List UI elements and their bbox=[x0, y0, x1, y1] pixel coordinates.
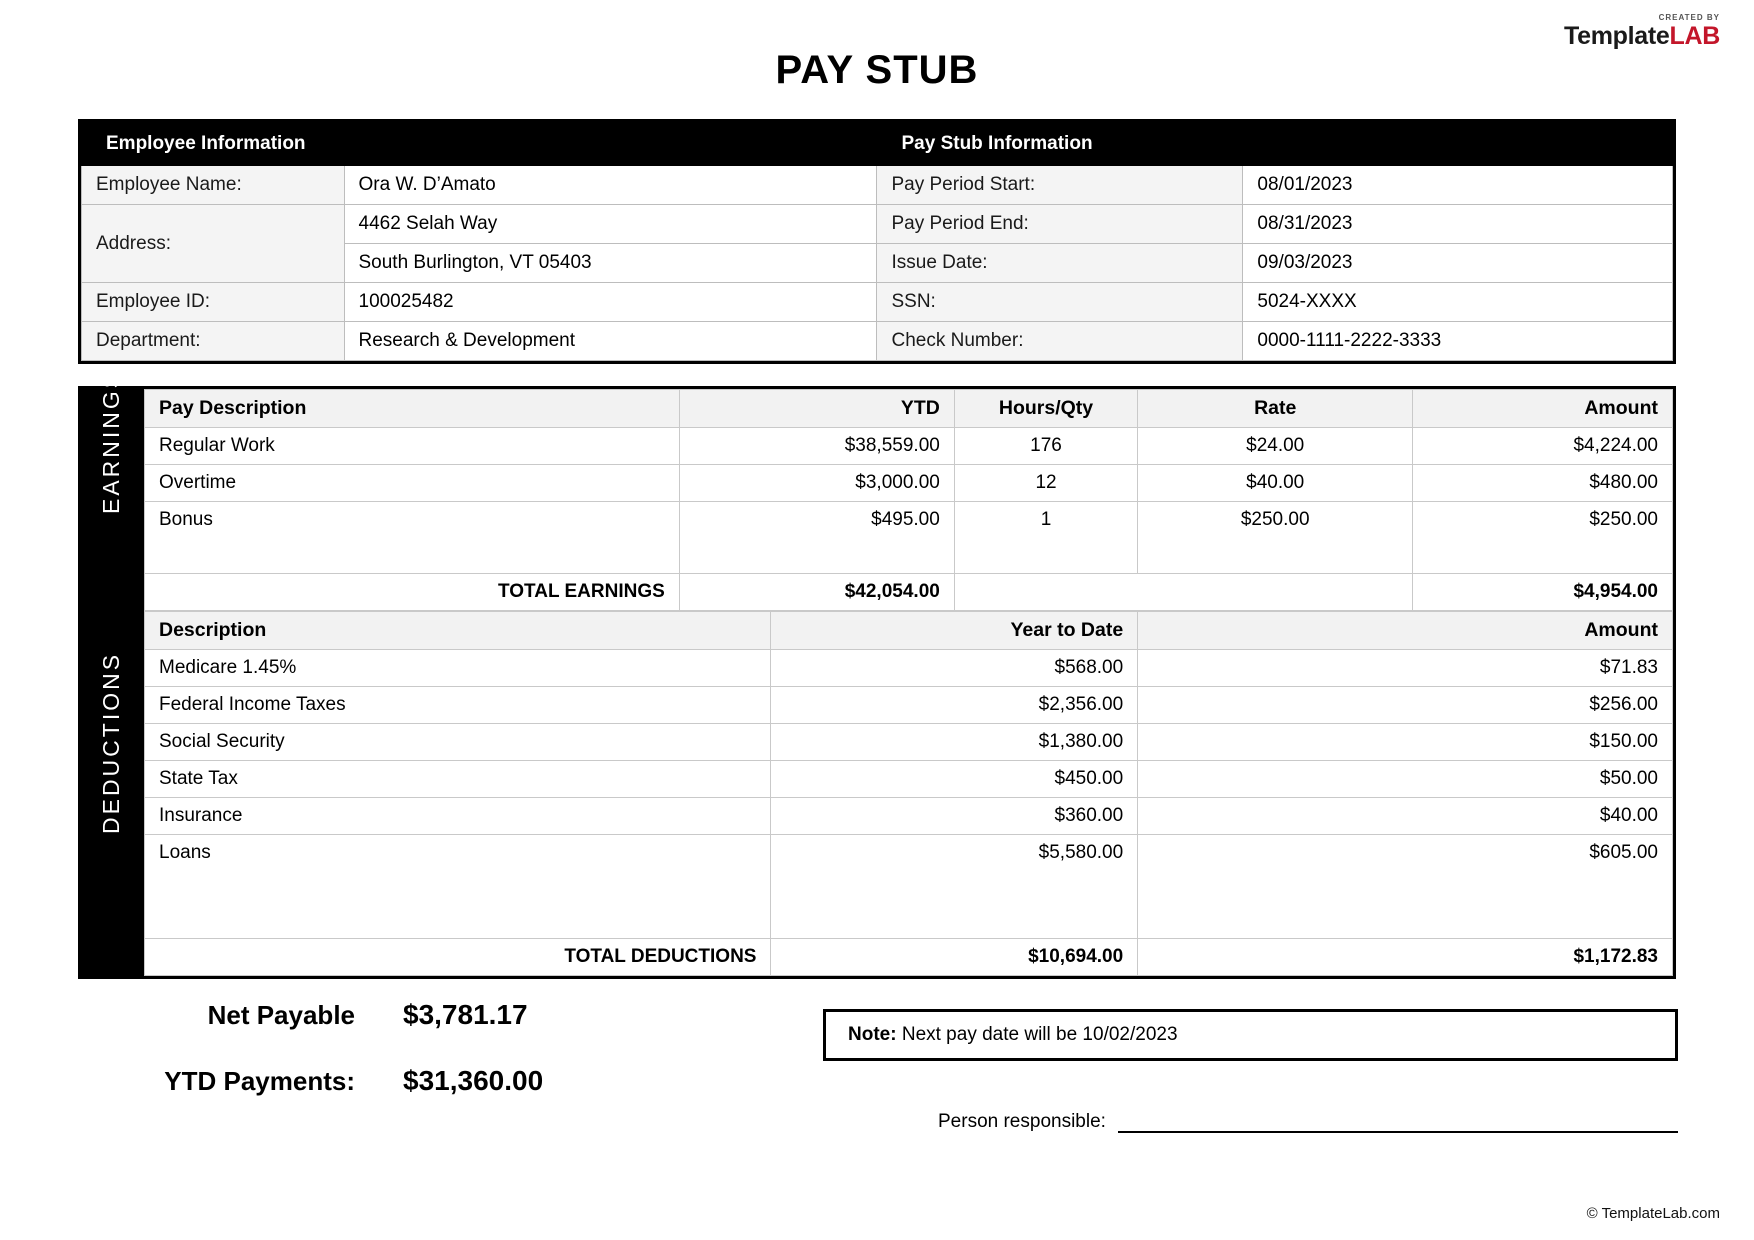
deductions-row-0-amount: $71.83 bbox=[1138, 649, 1673, 686]
earnings-col-rate: Rate bbox=[1138, 390, 1413, 428]
deductions-row-0-description: Medicare 1.45% bbox=[145, 649, 771, 686]
logo-lab-text: LAB bbox=[1669, 22, 1720, 50]
ytd-payments-label: YTD Payments: bbox=[164, 1066, 355, 1096]
earnings-row-2-rate: $250.00 bbox=[1138, 502, 1413, 539]
deductions-row-0-ytd: $568.00 bbox=[771, 649, 1138, 686]
ytd-payments-row bbox=[78, 1065, 1676, 1097]
earnings-row-1-ytd: $3,000.00 bbox=[679, 465, 954, 502]
signature-line[interactable] bbox=[1118, 1111, 1678, 1133]
deductions-col-amount: Amount bbox=[1138, 611, 1673, 649]
check-number-value: 0000-1111-2222-3333 bbox=[1243, 322, 1673, 361]
pay-period-end-label: Pay Period End: bbox=[877, 205, 1243, 244]
templatelab-logo bbox=[1564, 14, 1720, 49]
pay-period-start-label: Pay Period Start: bbox=[877, 166, 1243, 205]
deductions-row-2-ytd: $1,380.00 bbox=[771, 723, 1138, 760]
total-earnings-amount: $4,954.00 bbox=[1413, 573, 1673, 610]
tables-column bbox=[141, 389, 1673, 976]
deductions-row-1-description: Federal Income Taxes bbox=[145, 686, 771, 723]
page-title: PAY STUB bbox=[775, 48, 979, 92]
earnings-col-hours: Hours/Qty bbox=[954, 390, 1137, 428]
deductions-row-5-ytd: $5,580.00 bbox=[771, 834, 1138, 871]
deductions-row-3-ytd: $450.00 bbox=[771, 760, 1138, 797]
earnings-empty-row bbox=[145, 538, 1673, 573]
deductions-row-3-amount: $50.00 bbox=[1138, 760, 1673, 797]
earnings-col-ytd: YTD bbox=[679, 390, 954, 428]
deductions-row-2-amount: $150.00 bbox=[1138, 723, 1673, 760]
total-earnings-label: TOTAL EARNINGS bbox=[145, 573, 680, 610]
table-row bbox=[145, 760, 1673, 797]
deductions-row-4-amount: $40.00 bbox=[1138, 797, 1673, 834]
table-row bbox=[82, 283, 1673, 322]
earnings-row-2-ytd: $495.00 bbox=[679, 502, 954, 539]
earnings-col-description: Pay Description bbox=[145, 390, 680, 428]
person-responsible-label: Person responsible: bbox=[938, 1111, 1106, 1132]
table-row bbox=[145, 723, 1673, 760]
earnings-header-row bbox=[145, 390, 1673, 428]
deductions-row-1-ytd: $2,356.00 bbox=[771, 686, 1138, 723]
summary-footer bbox=[78, 999, 1676, 1159]
note-prefix: Note: bbox=[848, 1024, 897, 1045]
earnings-row-1-amount: $480.00 bbox=[1413, 465, 1673, 502]
logo-wordmark bbox=[1564, 24, 1720, 49]
table-row bbox=[82, 166, 1673, 205]
department-value: Research & Development bbox=[344, 322, 877, 361]
net-payable-label: Net Payable bbox=[207, 1000, 355, 1030]
earnings-deductions-section bbox=[78, 369, 1676, 979]
deductions-row-5-amount: $605.00 bbox=[1138, 834, 1673, 871]
ssn-value: 5024-XXXX bbox=[1243, 283, 1673, 322]
paystub-information-header: Pay Stub Information bbox=[877, 123, 1673, 166]
pay-period-end-value: 08/31/2023 bbox=[1243, 205, 1673, 244]
total-earnings-ytd: $42,054.00 bbox=[679, 573, 954, 610]
total-deductions-ytd: $10,694.00 bbox=[771, 939, 1138, 976]
information-table bbox=[81, 122, 1673, 361]
note-text: Next pay date will be 10/02/2023 bbox=[896, 1024, 1178, 1045]
earnings-side-label: EARNINGS bbox=[98, 369, 124, 514]
employee-information-header: Employee Information bbox=[82, 123, 877, 166]
pay-period-start-value: 08/01/2023 bbox=[1243, 166, 1673, 205]
earnings-row-2-amount: $250.00 bbox=[1413, 502, 1673, 539]
logo-created-by-text: CREATED BY bbox=[1658, 13, 1720, 22]
net-payable-value: $3,781.17 bbox=[403, 999, 528, 1030]
deductions-side-label: DEDUCTIONS bbox=[98, 651, 124, 834]
table-row bbox=[145, 649, 1673, 686]
table-row bbox=[145, 686, 1673, 723]
deductions-table bbox=[144, 611, 1673, 977]
copyright-text: © TemplateLab.com bbox=[1586, 1205, 1720, 1222]
employee-name-value: Ora W. D’Amato bbox=[344, 166, 877, 205]
table-row bbox=[145, 797, 1673, 834]
ytd-payments-value: $31,360.00 bbox=[403, 1065, 544, 1096]
employee-id-label: Employee ID: bbox=[82, 283, 345, 322]
note-box bbox=[823, 1009, 1678, 1061]
earnings-row-1-rate: $40.00 bbox=[1138, 465, 1413, 502]
deductions-row-4-description: Insurance bbox=[145, 797, 771, 834]
issue-date-value: 09/03/2023 bbox=[1243, 244, 1673, 283]
deductions-row-1-amount: $256.00 bbox=[1138, 686, 1673, 723]
issue-date-label: Issue Date: bbox=[877, 244, 1243, 283]
information-section bbox=[78, 119, 1676, 364]
earnings-row-2-hours: 1 bbox=[954, 502, 1137, 539]
earnings-row-0-hours: 176 bbox=[954, 428, 1137, 465]
earnings-row-0-ytd: $38,559.00 bbox=[679, 428, 954, 465]
side-label-column bbox=[81, 369, 141, 976]
address-label: Address: bbox=[82, 205, 345, 283]
earnings-row-0-rate: $24.00 bbox=[1138, 428, 1413, 465]
earnings-col-amount: Amount bbox=[1413, 390, 1673, 428]
address-line-1-value: 4462 Selah Way bbox=[344, 205, 877, 244]
earnings-row-0-description: Regular Work bbox=[145, 428, 680, 465]
information-header-row bbox=[82, 123, 1673, 166]
department-label: Department: bbox=[82, 322, 345, 361]
deductions-row-2-description: Social Security bbox=[145, 723, 771, 760]
check-number-label: Check Number: bbox=[877, 322, 1243, 361]
total-earnings-blank bbox=[954, 573, 1412, 610]
earnings-row-1-hours: 12 bbox=[954, 465, 1137, 502]
deductions-header-row bbox=[145, 611, 1673, 649]
total-deductions-amount: $1,172.83 bbox=[1138, 939, 1673, 976]
total-deductions-label: TOTAL DEDUCTIONS bbox=[145, 939, 771, 976]
employee-name-label: Employee Name: bbox=[82, 166, 345, 205]
deductions-row-4-ytd: $360.00 bbox=[771, 797, 1138, 834]
earnings-table bbox=[144, 389, 1673, 611]
table-row bbox=[82, 322, 1673, 361]
table-row bbox=[145, 465, 1673, 502]
earnings-total-row bbox=[145, 573, 1673, 610]
deductions-row-5-description: Loans bbox=[145, 834, 771, 871]
earnings-row-2-description: Bonus bbox=[145, 502, 680, 539]
deductions-row-3-description: State Tax bbox=[145, 760, 771, 797]
address-line-2-value: South Burlington, VT 05403 bbox=[344, 244, 877, 283]
logo-template-text: Template bbox=[1564, 22, 1670, 50]
deductions-total-row bbox=[145, 939, 1673, 976]
table-row bbox=[145, 428, 1673, 465]
deductions-col-description: Description bbox=[145, 611, 771, 649]
ssn-label: SSN: bbox=[877, 283, 1243, 322]
earnings-row-0-amount: $4,224.00 bbox=[1413, 428, 1673, 465]
table-row bbox=[145, 834, 1673, 871]
table-row bbox=[82, 205, 1673, 244]
table-row bbox=[145, 502, 1673, 539]
deductions-col-ytd: Year to Date bbox=[771, 611, 1138, 649]
person-responsible-row bbox=[938, 1111, 1678, 1133]
employee-id-value: 100025482 bbox=[344, 283, 877, 322]
deductions-empty-row bbox=[145, 871, 1673, 939]
earnings-row-1-description: Overtime bbox=[145, 465, 680, 502]
